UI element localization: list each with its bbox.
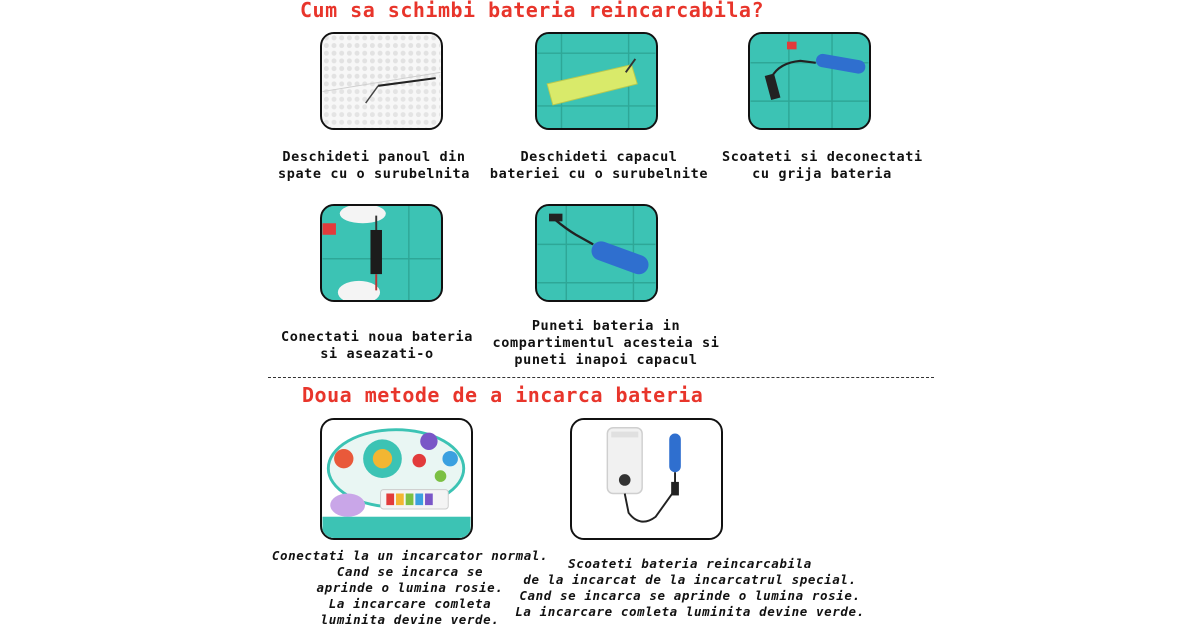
connect-battery-icon	[322, 206, 441, 300]
step-1-caption: Deschideti panoul din spate cu o surubelnita	[277, 149, 470, 182]
step-5-caption: Puneti bateria in compartimentul acesteia si puneti inapoi capacul	[492, 318, 720, 368]
step-2-caption: Deschideti capacul bateriei cu o surubelnite	[489, 149, 709, 182]
step-1-photo	[320, 32, 443, 130]
section-divider	[268, 377, 934, 378]
battery-in-compartment-icon	[537, 206, 656, 300]
battery-cover-icon	[537, 34, 656, 128]
method-1-photo	[320, 418, 473, 540]
section-title-charging-methods: Doua metode de a incarca bateria	[302, 383, 704, 407]
step-3-photo	[748, 32, 871, 130]
method-2-photo	[570, 418, 723, 540]
step-2-photo	[535, 32, 658, 130]
step-3-caption: Scoateti si deconectati cu grija bateria	[722, 149, 923, 182]
opened-back-panel-icon	[322, 34, 441, 128]
baby-walker-toy-icon	[322, 420, 471, 538]
method-1-caption: Conectati la un incarcator normal. Cand se incarca se aprinde o lumina rosie. La incarcare comleta luminita devine verde.	[271, 548, 549, 627]
disconnect-battery-icon	[750, 34, 869, 128]
special-charger-icon	[572, 420, 721, 538]
step-5-photo	[535, 204, 658, 302]
method-2-caption: Scoateti bateria reincarcabila de la incarcat de la incarcatrul special. Cand se incarca se aprinde o lumina rosie. La incarcare comleta luminita devine verde.	[515, 556, 865, 619]
step-4-photo	[320, 204, 443, 302]
section-title-battery-replacement: Cum sa schimbi bateria reincarcabila?	[300, 0, 765, 22]
step-4-caption: Conectati noua bateria si aseazati-o	[280, 329, 473, 362]
